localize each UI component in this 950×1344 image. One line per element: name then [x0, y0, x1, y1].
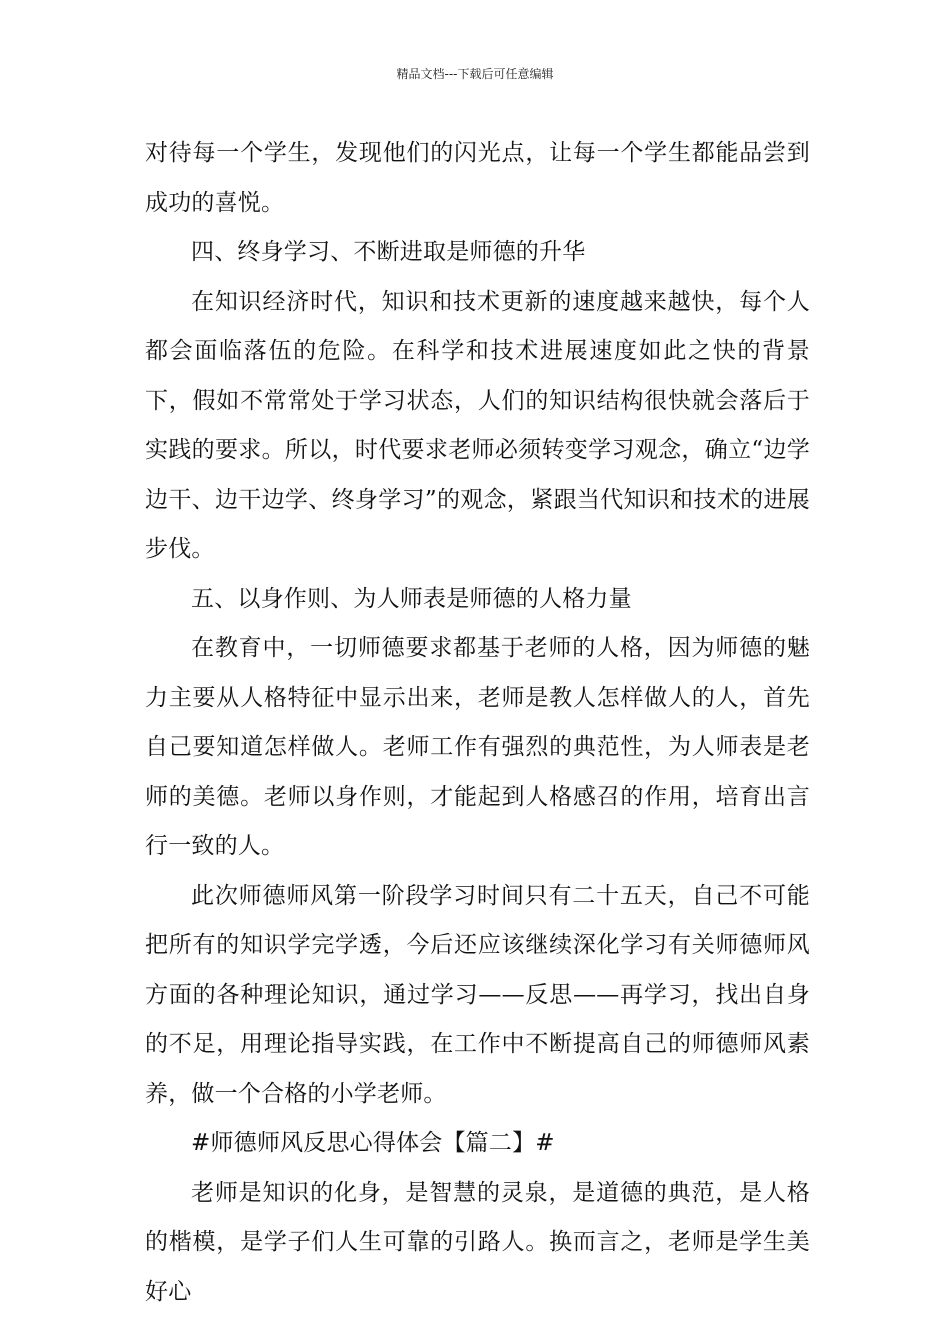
paragraph-teacher-role: 老师是知识的化身，是智慧的灵泉，是道德的典范，是人格的楷模，是学子们人生可靠的引路人。换而言之，老师是学生美好心	[145, 1179, 810, 1305]
section-heading-five: 五、以身作则、为人师表是师德的人格力量	[191, 585, 632, 612]
paragraph-continuation: 对待每一个学生，发现他们的闪光点，让每一个学生都能品尝到成功的喜悦。	[145, 140, 810, 216]
paragraph-teacher-personality: 在教育中，一切师德要求都基于老师的人格，因为师德的魅力主要从人格特征中显示出来，老师是教人怎样做人的人，首先自己要知道怎样做人。老师工作有强烈的典范性，为人师表是老师的美德。老师以身作则，才能起到人格感召的作用，培育出言行一致的人。	[145, 635, 810, 859]
paragraph-study-reflection: 此次师德师风第一阶段学习时间只有二十五天，自己不可能把所有的知识学完学透，今后还应该继续深化学习有关师德师风方面的各种理论知识，通过学习——反思——再学习，找出自身的不足，用理论指导实践，在工作中不断提高自己的师德师风素养，做一个合格的小学老师。	[145, 882, 810, 1107]
document-body	[145, 129, 810, 1317]
paragraph-knowledge-economy: 在知识经济时代，知识和技术更新的速度越来越快，每个人都会面临落伍的危险。在科学和技术进展速度如此之快的背景下，假如不常常处于学习状态，人们的知识结构很快就会落后于实践的要求。所以，时代要求老师必须转变学习观念，确立“边学边干、边干边学、终身学习”的观念，紧跟当代知识和技术的进展步伐。	[145, 288, 810, 562]
article-heading-part-two: #师德师风反思心得体会【篇二】#	[191, 1130, 555, 1156]
page-header: 精品文档---下载后可任意编辑	[396, 67, 554, 81]
section-heading-four: 四、终身学习、不断进取是师德的升华	[191, 239, 586, 265]
